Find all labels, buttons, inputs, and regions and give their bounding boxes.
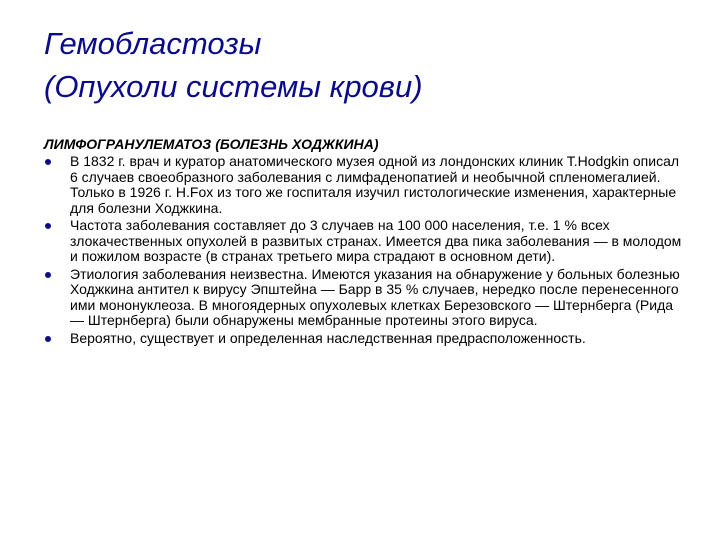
bullet-item-etiology bbox=[44, 267, 684, 329]
bullet-list bbox=[44, 154, 684, 346]
bullet-dot-icon bbox=[45, 272, 51, 278]
bullet-dot-icon bbox=[45, 159, 51, 165]
bullet-item-history bbox=[44, 154, 684, 216]
bullet-text: Вероятно, существует и определенная наследственная предрасположенность. bbox=[70, 329, 586, 346]
bullet-item-frequency bbox=[44, 218, 684, 265]
slide-title-line-2: (Опухоли системы крови) bbox=[44, 69, 423, 104]
slide-content bbox=[44, 136, 684, 348]
bullet-text: Этиология заболевания неизвестна. Имеются указания на обнаружение у больных болезнью Ходжкина антител к вирусу Эпштейна — Барр в 35 % случаев, нередко после перенесенного ими мононуклеоза. В многоядерных опухолевых клетках Березовского — Штернберга (Рида — Штернберга) были обнаружены мембранные протеины этого вируса. bbox=[70, 265, 680, 328]
slide-title bbox=[44, 22, 684, 108]
bullet-item-heredity bbox=[44, 331, 684, 347]
bullet-dot-icon bbox=[45, 336, 51, 342]
bullet-text: В 1832 г. врач и куратор анатомического музея одной из лондонских клиник T.Hodgkin описал 6 случаев своеобразного заболевания с лимфаденопатией и необычной спленомегалией. Только в 1926 г. H.Fox из того же госпиталя изучил гистологические изменения, характерные для болезни Ходжкина. bbox=[70, 153, 680, 216]
slide-title-line-1: Гемобластозы bbox=[44, 26, 262, 61]
bullet-dot-icon bbox=[45, 223, 51, 229]
bullet-text: Частота заболевания составляет до 3 случаев на 100 000 населения, т.е. 1 % всех злокачественных опухолей в развитых странах. Имеется два пика заболевания — в молодом и пожилом возрасте (в странах третьего мира страдают в основном дети). bbox=[70, 217, 682, 264]
section-heading: ЛИМФОГРАНУЛЕМАТОЗ (БОЛЕЗНЬ ХОДЖКИНА) bbox=[44, 136, 379, 152]
